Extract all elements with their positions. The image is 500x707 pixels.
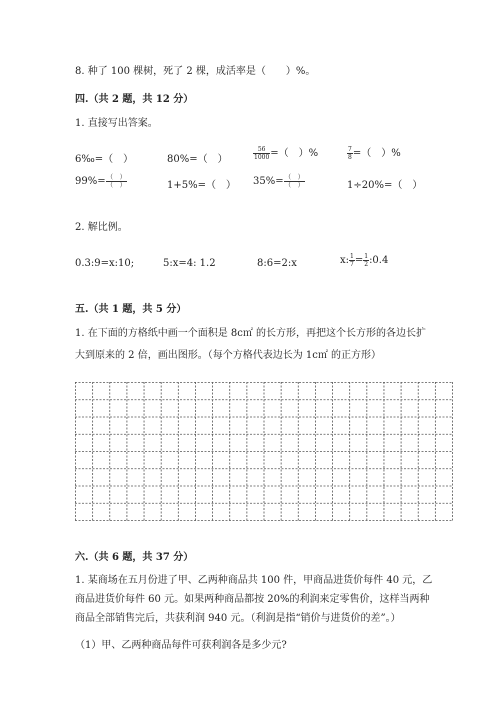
section-6-q1 [75,571,435,628]
proportion-item: 0.3:9=x:10; [75,258,135,269]
proportion-post: :0.4 [369,255,389,266]
fraction-numerator: 7 [348,146,352,153]
calc-item-fraction [75,174,127,189]
calc-item: 1+5%=（ ） [167,180,236,191]
section-4-title: 四.（共 2 题，共 12 分） [75,94,194,105]
calc-item-pre: 35%= [253,176,284,187]
calc-item-rest: =（ ）% [270,148,319,159]
proportion-item: 5:x=4: 1.2 [163,258,216,269]
fraction [253,146,270,161]
proportion-mid: = [354,255,364,266]
fraction-denominator: 1000 [254,154,270,161]
section-6-q1-sub1: （1）甲、乙两种商品每件可获利润各是多少元? [75,640,287,651]
calc-item: 1÷20%=（ ） [347,180,423,191]
section-5-title: 五.（共 1 题，共 5 分） [75,304,187,315]
calc-item-rest: =（ ）% [352,148,401,159]
fraction [106,174,128,189]
section-5-q1-line1: 1. 在下面的方格纸中画一个面积是 8c㎡ 的长方形，再把这个长方形的各边长扩 [75,328,427,339]
section-4-q1-title: 1. 直接写出答案。 [75,118,158,129]
grid-svg [75,382,453,521]
section-4-q2-title: 2. 解比例。 [75,222,128,233]
fraction-numerator: 1 [364,253,369,260]
fraction-numerator: 1 [350,253,354,260]
calc-item-pre: 99%= [75,176,106,187]
section-6-title: 六.（共 6 题，共 37 分） [75,552,194,563]
proportion-item [340,253,388,268]
proportion-item: 8:6=2:x [257,258,297,269]
calc-item-fraction [253,144,318,161]
fraction-numerator: （ ） [106,173,127,181]
fraction-denominator: 8 [348,154,352,161]
section-6-q1-text: 1. 某商场在五月份进了甲、乙两种商品共 100 件，甲商品进货价每件 40 元，乙商品进货价每件 60 元。如果两种商品都按 20%的利润来定零售价，这样当两种商品全部销售完后，共获利润 940 元。（利润是指“销价与进货价的差”。） [75,575,433,624]
fraction-denominator: 7 [350,261,354,268]
calc-item-fraction [253,174,305,189]
proportion-pre: x: [340,255,350,266]
fraction-numerator: （ ） [284,173,305,181]
section-5-q1-line2: 大到原来的 2 倍，画出图形。（每个方格代表边长为 1c㎡ 的正方形） [75,350,382,361]
calc-item: 80%=（ ） [167,154,228,165]
fraction-numerator: 56 [253,146,270,154]
calc-item: 6‰=（ ） [75,154,134,165]
fraction [284,174,306,189]
fraction-denominator: 2 [364,261,369,268]
square-grid[interactable] [75,382,453,521]
fraction-denominator: （ ） [284,181,305,189]
fraction-denominator: （ ） [106,181,127,189]
question-8: 8. 种了 100 棵树，死了 2 棵，成活率是（ ）%。 [75,66,316,77]
calc-item-fraction [347,144,401,161]
